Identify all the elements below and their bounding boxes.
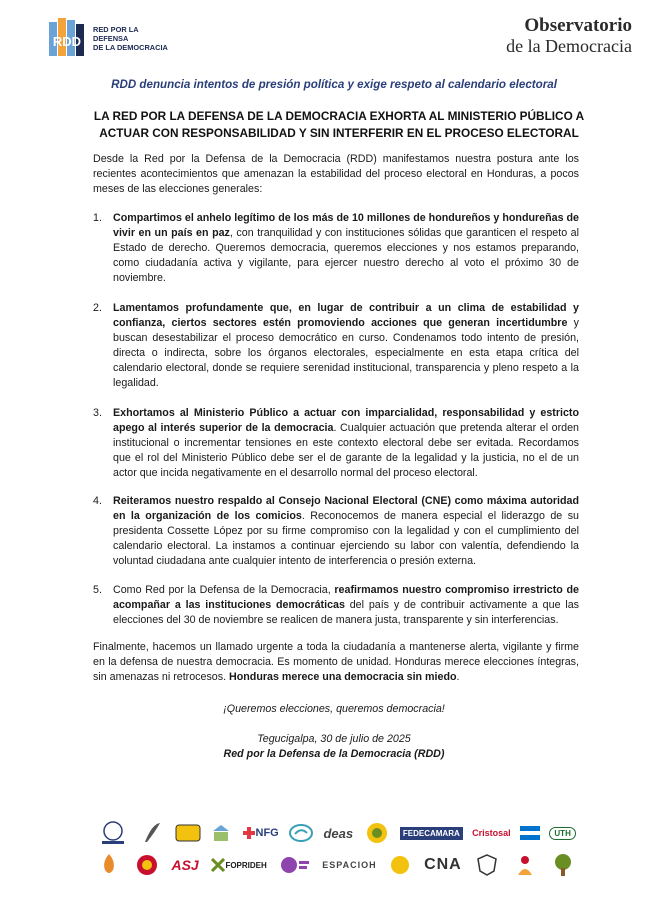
foprideh-logo: FOPRIDEH <box>211 858 266 872</box>
observatorio-logo <box>506 16 632 56</box>
fedecamara-logo: FEDECAMARA <box>400 827 463 840</box>
democracia-en-accion-icon <box>280 855 310 875</box>
main-title: LA RED POR LA DEFENSA DE LA DEMOCRACIA EXHORTA AL MINISTERIO PÚBLICO A ACTUAR CON RESPONSABILIDAD Y SIN INTERFERIR EN EL PROCESO ELECTORAL <box>93 109 585 140</box>
flame-emblem-icon <box>96 852 122 878</box>
partner-logos-row-1 <box>96 818 576 848</box>
rdd-logo <box>47 16 173 60</box>
sunflower-emblem-icon <box>363 821 391 845</box>
closing-paragraph: Finalmente, hacemos un llamado urgente a toda la ciudadanía a mantenerse alerta, vigilante y firme en la defensa de nuestra democracia. Es momento de unidad. Honduras merece elecciones íntegras, sin amenazas ni retrocesos. Honduras merece una democracia sin miedo. <box>93 641 579 684</box>
cna-logo: CNA <box>424 856 462 873</box>
list-item: 4. Reiteramos nuestro respaldo al Consejo Nacional Electoral (CNE) como máxima autoridad en la organización de los comicios. Reconocemos de manera especial el liderazgo de su presidenta Cossette López por su firme compromiso con la legalidad y con el cumplimiento del calendario electoral. La instamos a continuar ejerciendo su labor con valentía, defendiendo la voluntad ciudadana ante cualquier intento de interferencia o presión externa. <box>93 495 579 568</box>
deas-logo: deas <box>323 825 354 841</box>
subtitle: RDD denuncia intentos de presión política y exige respeto al calendario electoral <box>111 78 557 91</box>
figure-emblem-icon <box>513 853 537 877</box>
partner-logos-row-2 <box>96 850 576 880</box>
svg-text:RDD: RDD <box>52 34 82 49</box>
tree-emblem-icon <box>550 852 576 878</box>
flag-emblem-icon <box>520 826 540 840</box>
slogan: ¡Queremos elecciones, queremos democracia! <box>223 703 445 715</box>
list-item: 3. Exhortamos al Ministerio Público a actuar con imparcialidad, responsabilidad y estricto apego al interés superior de la democracia. Cualquier actuación que pretenda alterar el orden institucional o incrementar tensiones en este contexto electoral debe ser evitada. Recordamos que el rol del Ministerio Público debe ser el de garante de la legalidad y la justicia, no el de un actor que incida negativamente en el desarrollo normal del proceso electoral. <box>93 407 579 480</box>
cohep-logo-icon <box>175 824 201 842</box>
cristosal-logo: Cristosal <box>472 828 511 838</box>
x-mark-icon <box>211 858 225 872</box>
rdd-emblem-icon <box>47 16 87 60</box>
asj-logo: ASJ <box>171 857 199 873</box>
place-date: Tegucigalpa, 30 de julio de 2025 <box>257 733 411 745</box>
crest-emblem-icon <box>474 853 500 877</box>
circle-seal-icon <box>135 853 159 877</box>
observatorio-logo-line1: Observatorio <box>524 15 632 36</box>
list-item: 2. Lamentamos profundamente que, en lugar de contribuir a un clima de estabilidad y confianza, ciertos sectores estén promoviendo acciones que generan incertidumbre y buscan desestabilizar el proceso democrático en curso. Condenamos todo intento de presión, directa o indirecta, sobre los órganos electorales, especialmente en esta etapa crítica del calendario electoral, donde se requiere serenidad institucional, transparencia y pleno respeto a la legalidad. <box>93 302 579 390</box>
intro-paragraph: Desde la Red por la Defensa de la Democracia (RDD) manifestamos nuestra postura ante los recientes acontecimientos que amenazan la estabilidad del proceso electoral en Honduras, a pocos meses de las elecciones generales: <box>93 153 579 196</box>
espacioh-logo: ESPACIOH <box>322 860 377 870</box>
observatorio-logo-line2: de la Democracia <box>506 36 632 56</box>
institution-emblem-icon <box>210 822 232 844</box>
university-seal-icon <box>96 820 130 846</box>
nfg-logo: NFG <box>242 826 279 840</box>
uth-logo: UTH <box>549 827 575 840</box>
rdd-logo-text: RED POR LA DEFENSA DE LA DEMOCRACIA <box>93 24 168 52</box>
bird-emblem-icon <box>288 822 314 844</box>
plus-icon <box>242 826 256 840</box>
sun-emblem-icon <box>389 854 411 876</box>
quill-emblem-icon <box>139 820 165 846</box>
list-item: 1. Compartimos el anhelo legítimo de los más de 10 millones de hondureños y hondureñas de vivir en un país en paz, con tranquilidad y con instituciones sólidas que garanticen el respeto al Estado de derecho. Queremos democracia, queremos elecciones y nos estamos preparando, como ciudadanía activa y vigilante, para ejercer nuestro derecho al voto el próximo 30 de noviembre. <box>93 212 579 285</box>
list-item: 5. Como Red por la Defensa de la Democracia, reafirmamos nuestro compromiso irrestricto de acompañar a las instituciones democráticas del país y de contribuir activamente a que las elecciones del 30 de noviembre se realicen de manera justa, transparente y sin interferencias. <box>93 584 579 627</box>
signature: Red por la Defensa de la Democracia (RDD) <box>223 748 445 760</box>
